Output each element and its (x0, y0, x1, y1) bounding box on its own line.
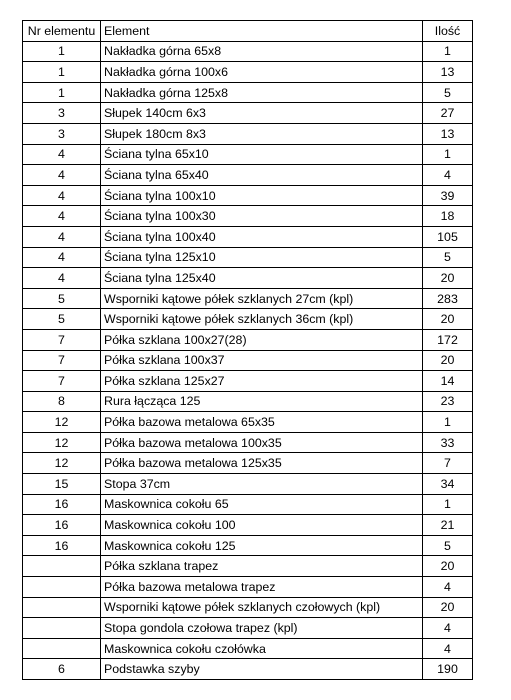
cell-nr-elementu: 8 (23, 391, 101, 412)
table-row (23, 268, 473, 289)
table-row (23, 206, 473, 227)
cell-ilosc: 18 (423, 206, 473, 227)
cell-nr-elementu: 5 (23, 309, 101, 330)
cell-ilosc: 20 (423, 556, 473, 577)
cell-nr-elementu: 16 (23, 515, 101, 536)
table-row (23, 659, 473, 680)
cell-nr-elementu: 15 (23, 474, 101, 495)
cell-nr-elementu (23, 556, 101, 577)
cell-nr-elementu (23, 577, 101, 598)
cell-nr-elementu: 4 (23, 165, 101, 186)
cell-nr-elementu: 1 (23, 82, 101, 103)
cell-element: Nakładka górna 125x8 (101, 82, 423, 103)
cell-nr-elementu: 16 (23, 535, 101, 556)
table-row (23, 144, 473, 165)
table-row (23, 371, 473, 392)
cell-nr-elementu: 4 (23, 185, 101, 206)
table-row (23, 123, 473, 144)
cell-ilosc: 23 (423, 391, 473, 412)
cell-nr-elementu: 3 (23, 103, 101, 124)
table-row (23, 515, 473, 536)
cell-nr-elementu: 4 (23, 268, 101, 289)
cell-element: Ściana tylna 100x30 (101, 206, 423, 227)
table-row (23, 556, 473, 577)
table-header-row (23, 21, 473, 42)
table-row (23, 391, 473, 412)
cell-nr-elementu: 16 (23, 494, 101, 515)
cell-nr-elementu (23, 638, 101, 659)
cell-ilosc: 33 (423, 432, 473, 453)
header-nr-elementu: Nr elementu (23, 21, 101, 42)
table-row (23, 432, 473, 453)
cell-element: Półka bazowa metalowa 100x35 (101, 432, 423, 453)
table-row (23, 597, 473, 618)
cell-element: Półka bazowa metalowa trapez (101, 577, 423, 598)
table-row (23, 41, 473, 62)
cell-nr-elementu: 6 (23, 659, 101, 680)
cell-ilosc: 27 (423, 103, 473, 124)
cell-nr-elementu: 1 (23, 41, 101, 62)
table-row (23, 535, 473, 556)
table-row (23, 350, 473, 371)
table-row (23, 638, 473, 659)
cell-element: Półka szklana 100x27(28) (101, 329, 423, 350)
cell-ilosc: 1 (423, 41, 473, 62)
cell-ilosc: 20 (423, 309, 473, 330)
table-row (23, 453, 473, 474)
cell-element: Maskownica cokołu 65 (101, 494, 423, 515)
cell-element: Podstawka szyby (101, 659, 423, 680)
cell-ilosc: 13 (423, 62, 473, 83)
cell-nr-elementu: 12 (23, 453, 101, 474)
cell-ilosc: 283 (423, 288, 473, 309)
cell-element: Maskownica cokołu 125 (101, 535, 423, 556)
cell-nr-elementu: 7 (23, 371, 101, 392)
cell-ilosc: 14 (423, 371, 473, 392)
cell-element: Maskownica cokołu 100 (101, 515, 423, 536)
table-row (23, 62, 473, 83)
cell-element: Wsporniki kątowe półek szklanych 27cm (kpl) (101, 288, 423, 309)
cell-element: Wsporniki kątowe półek szklanych czołowych (kpl) (101, 597, 423, 618)
table-body (23, 41, 473, 679)
cell-element: Ściana tylna 125x40 (101, 268, 423, 289)
cell-element: Nakładka górna 100x6 (101, 62, 423, 83)
cell-ilosc: 4 (423, 638, 473, 659)
cell-element: Nakładka górna 65x8 (101, 41, 423, 62)
cell-nr-elementu: 3 (23, 123, 101, 144)
table-row (23, 185, 473, 206)
cell-ilosc: 5 (423, 247, 473, 268)
cell-nr-elementu: 4 (23, 226, 101, 247)
table-row (23, 618, 473, 639)
cell-ilosc: 5 (423, 82, 473, 103)
cell-ilosc: 7 (423, 453, 473, 474)
cell-nr-elementu: 4 (23, 144, 101, 165)
cell-element: Półka bazowa metalowa 65x35 (101, 412, 423, 433)
table-row (23, 329, 473, 350)
cell-nr-elementu: 4 (23, 247, 101, 268)
cell-element: Stopa gondola czołowa trapez (kpl) (101, 618, 423, 639)
cell-element: Ściana tylna 125x10 (101, 247, 423, 268)
cell-ilosc: 1 (423, 494, 473, 515)
cell-element: Słupek 180cm 8x3 (101, 123, 423, 144)
cell-ilosc: 1 (423, 412, 473, 433)
cell-nr-elementu: 12 (23, 432, 101, 453)
cell-nr-elementu: 5 (23, 288, 101, 309)
cell-nr-elementu (23, 597, 101, 618)
cell-ilosc: 34 (423, 474, 473, 495)
cell-nr-elementu (23, 618, 101, 639)
cell-ilosc: 105 (423, 226, 473, 247)
table-row (23, 494, 473, 515)
cell-ilosc: 20 (423, 350, 473, 371)
cell-ilosc: 20 (423, 597, 473, 618)
cell-ilosc: 39 (423, 185, 473, 206)
cell-element: Ściana tylna 100x10 (101, 185, 423, 206)
cell-element: Półka szklana trapez (101, 556, 423, 577)
cell-ilosc: 1 (423, 144, 473, 165)
cell-ilosc: 172 (423, 329, 473, 350)
cell-ilosc: 4 (423, 165, 473, 186)
cell-nr-elementu: 7 (23, 350, 101, 371)
cell-element: Ściana tylna 100x40 (101, 226, 423, 247)
cell-element: Wsporniki kątowe półek szklanych 36cm (kpl) (101, 309, 423, 330)
parts-table (22, 20, 473, 680)
cell-ilosc: 21 (423, 515, 473, 536)
cell-nr-elementu: 12 (23, 412, 101, 433)
cell-ilosc: 4 (423, 618, 473, 639)
header-ilosc: Ilość (423, 21, 473, 42)
cell-element: Ściana tylna 65x40 (101, 165, 423, 186)
cell-element: Słupek 140cm 6x3 (101, 103, 423, 124)
cell-nr-elementu: 7 (23, 329, 101, 350)
table-row (23, 226, 473, 247)
table-row (23, 474, 473, 495)
table-row (23, 577, 473, 598)
table-row (23, 165, 473, 186)
cell-element: Rura łącząca 125 (101, 391, 423, 412)
table-row (23, 247, 473, 268)
cell-ilosc: 4 (423, 577, 473, 598)
cell-element: Półka bazowa metalowa 125x35 (101, 453, 423, 474)
cell-element: Półka szklana 100x37 (101, 350, 423, 371)
table-row (23, 309, 473, 330)
cell-element: Maskownica cokołu czołówka (101, 638, 423, 659)
cell-nr-elementu: 4 (23, 206, 101, 227)
cell-nr-elementu: 1 (23, 62, 101, 83)
cell-ilosc: 20 (423, 268, 473, 289)
table-row (23, 103, 473, 124)
table-row (23, 288, 473, 309)
cell-element: Ściana tylna 65x10 (101, 144, 423, 165)
header-element: Element (101, 21, 423, 42)
cell-ilosc: 5 (423, 535, 473, 556)
cell-element: Stopa 37cm (101, 474, 423, 495)
cell-ilosc: 13 (423, 123, 473, 144)
cell-element: Półka szklana 125x27 (101, 371, 423, 392)
table-row (23, 412, 473, 433)
cell-ilosc: 190 (423, 659, 473, 680)
table-row (23, 82, 473, 103)
